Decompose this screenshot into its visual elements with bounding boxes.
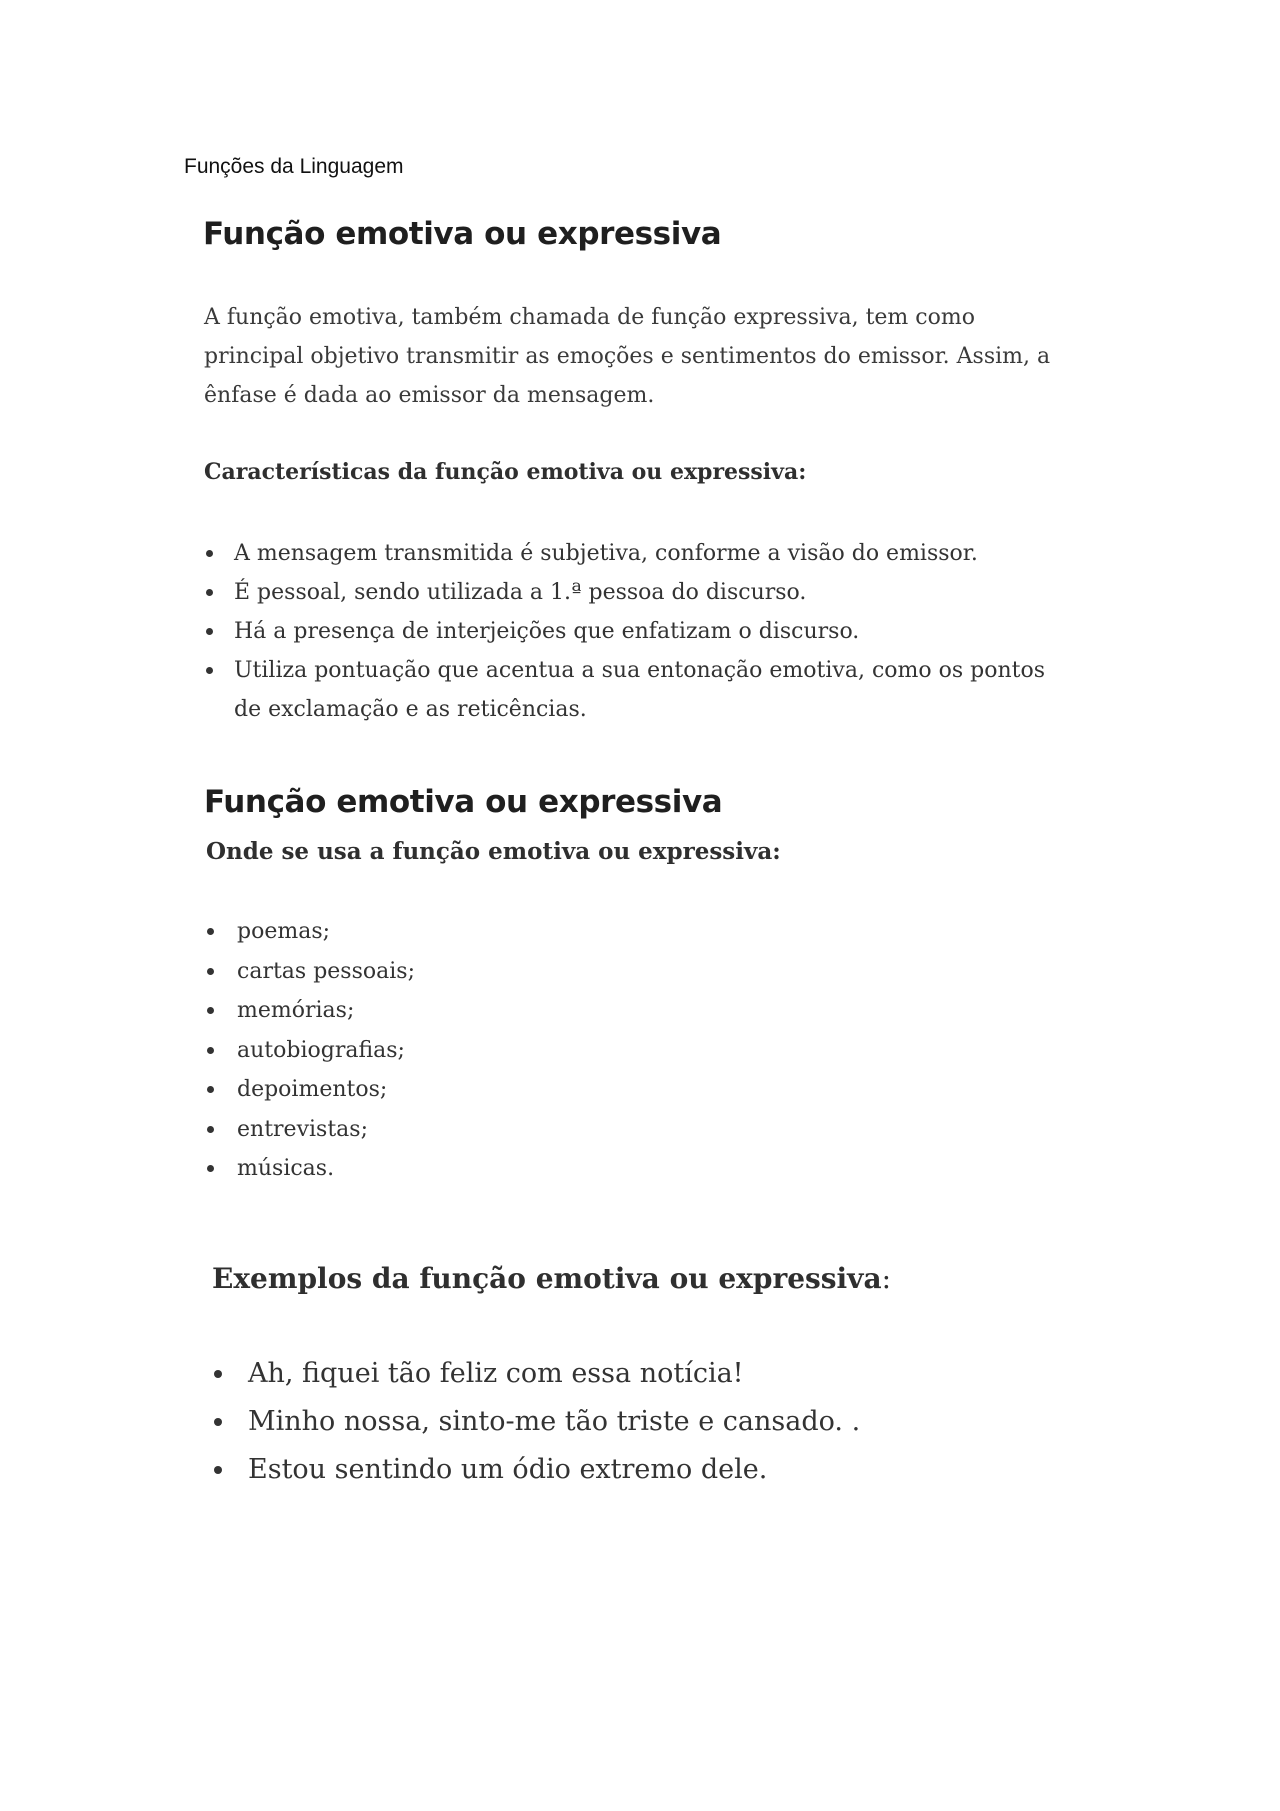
paragraph-line: ênfase é dada ao emissor da mensagem.	[204, 383, 655, 408]
bullet-icon	[206, 550, 213, 557]
examples-list	[248, 1350, 860, 1494]
bullet-icon	[207, 1086, 214, 1093]
list-item: depoimentos;	[237, 1070, 415, 1110]
list-item: cartas pessoais;	[237, 952, 415, 992]
bullet-icon	[214, 1466, 222, 1474]
list-item: entrevistas;	[237, 1110, 415, 1150]
list-item: memórias;	[237, 991, 415, 1031]
bullet-icon	[207, 1126, 214, 1133]
bullet-icon	[207, 1165, 214, 1172]
document-title: Funções da Linguagem	[184, 155, 404, 178]
list-item: É pessoal, sendo utilizada a 1.ª pessoa do discurso.	[234, 573, 1045, 612]
bullet-icon	[206, 589, 213, 596]
bullet-icon	[214, 1418, 222, 1426]
characteristics-list	[234, 534, 1045, 729]
section-heading-emotiva: Função emotiva ou expressiva	[203, 216, 722, 252]
bullet-icon	[207, 1007, 214, 1014]
list-item: Há a presença de interjeições que enfatizam o discurso.	[234, 612, 1045, 651]
list-item: poemas;	[237, 912, 415, 952]
list-item: A mensagem transmitida é subjetiva, conforme a visão do emissor.	[234, 534, 1045, 573]
list-item: Estou sentindo um ódio extremo dele.	[248, 1446, 860, 1494]
list-item: Utiliza pontuação que acentua a sua entonação emotiva, como os pontos	[234, 651, 1045, 690]
characteristics-heading: Características da função emotiva ou expressiva:	[204, 459, 807, 485]
bullet-icon	[207, 1047, 214, 1054]
list-item: Ah, fiquei tão feliz com essa notícia!	[248, 1350, 860, 1398]
examples-heading: Exemplos da função emotiva ou expressiva:	[212, 1262, 892, 1295]
list-item: músicas.	[237, 1149, 415, 1189]
paragraph-line: A função emotiva, também chamada de função expressiva, tem como	[204, 305, 975, 330]
list-item: Minho nossa, sinto-me tão triste e cansado. .	[248, 1398, 860, 1446]
section-heading-emotiva-2: Função emotiva ou expressiva	[204, 784, 723, 820]
usage-list	[237, 912, 415, 1189]
bullet-icon	[207, 968, 214, 975]
bullet-icon	[206, 667, 213, 674]
usage-heading: Onde se usa a função emotiva ou expressiva:	[206, 838, 781, 865]
intro-paragraph	[204, 298, 1104, 415]
bullet-icon	[206, 628, 213, 635]
paragraph-line: principal objetivo transmitir as emoções e sentimentos do emissor. Assim, a	[204, 344, 1051, 369]
bullet-icon	[214, 1370, 222, 1378]
list-item: autobiografias;	[237, 1031, 415, 1071]
list-item-continuation: de exclamação e as reticências.	[234, 697, 587, 722]
bullet-icon	[207, 928, 214, 935]
